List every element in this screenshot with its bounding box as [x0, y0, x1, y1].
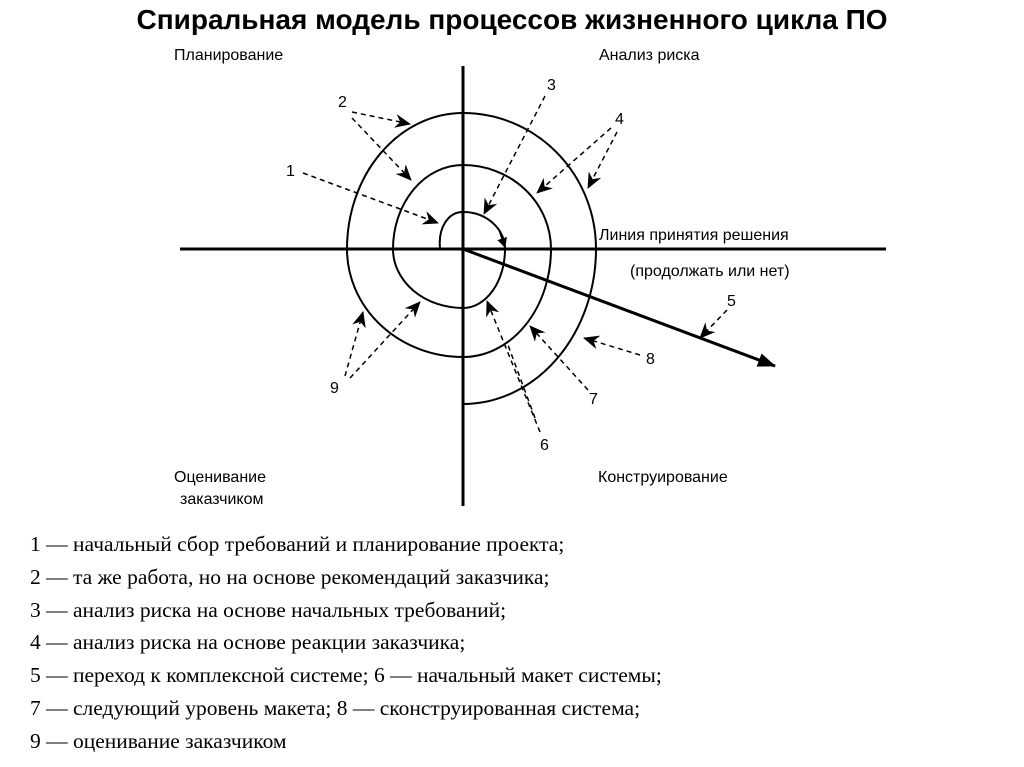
callout-9a-arrow — [345, 312, 363, 376]
callout-4a-arrow — [537, 128, 611, 193]
marker-5: 5 — [727, 293, 736, 310]
marker-7: 7 — [589, 391, 598, 408]
callout-7-arrow — [530, 326, 588, 390]
callout-4b-arrow — [588, 132, 617, 188]
quadrant-label-risk-analysis: Анализ риска — [599, 47, 700, 64]
callout-1-arrow — [303, 173, 438, 223]
legend-item: 3 — анализ риска на основе начальных требований; — [30, 597, 507, 622]
quadrant-label-evaluation-1: Оценивание — [174, 469, 266, 486]
legend — [30, 528, 662, 758]
decision-line-sublabel: (продолжать или нет) — [630, 263, 790, 280]
page-title: Спиральная модель процессов жизненного цикла ПО — [136, 4, 888, 35]
legend-item: 9 — оценивание заказчиком — [30, 728, 287, 753]
marker-6: 6 — [540, 437, 549, 454]
legend-item: 2 — та же работа, но на основе рекомендаций заказчика; — [30, 564, 550, 589]
callout-8-arrow — [584, 338, 640, 355]
legend-item: 4 — анализ риска на основе реакции заказчика; — [30, 630, 466, 655]
decision-line-label: Линия принятия решения — [599, 227, 789, 244]
marker-3: 3 — [547, 77, 556, 94]
marker-9: 9 — [330, 380, 339, 397]
quadrant-label-evaluation-2: заказчиком — [180, 491, 264, 508]
callout-5-arrow — [700, 310, 727, 338]
marker-2: 2 — [338, 94, 347, 111]
marker-4: 4 — [615, 111, 624, 128]
legend-item: 7 — следующий уровень макета; 8 — сконструированная система; — [30, 695, 641, 720]
callout-6a-arrow — [487, 301, 540, 432]
marker-1: 1 — [286, 163, 295, 180]
callout-3-arrow — [484, 96, 545, 214]
marker-8: 8 — [646, 351, 655, 368]
spiral-path — [347, 113, 596, 404]
callout-2a-arrow — [352, 112, 410, 124]
legend-item: 5 — переход к комплексной системе; 6 — начальный макет системы; — [30, 663, 662, 688]
legend-item: 1 — начальный сбор требований и планирование проекта; — [30, 532, 565, 556]
quadrant-label-engineering: Конструирование — [598, 469, 728, 486]
quadrant-label-planning: Планирование — [174, 47, 284, 64]
callout-2b-arrow — [352, 118, 411, 180]
callout-9b-arrow — [350, 302, 420, 378]
